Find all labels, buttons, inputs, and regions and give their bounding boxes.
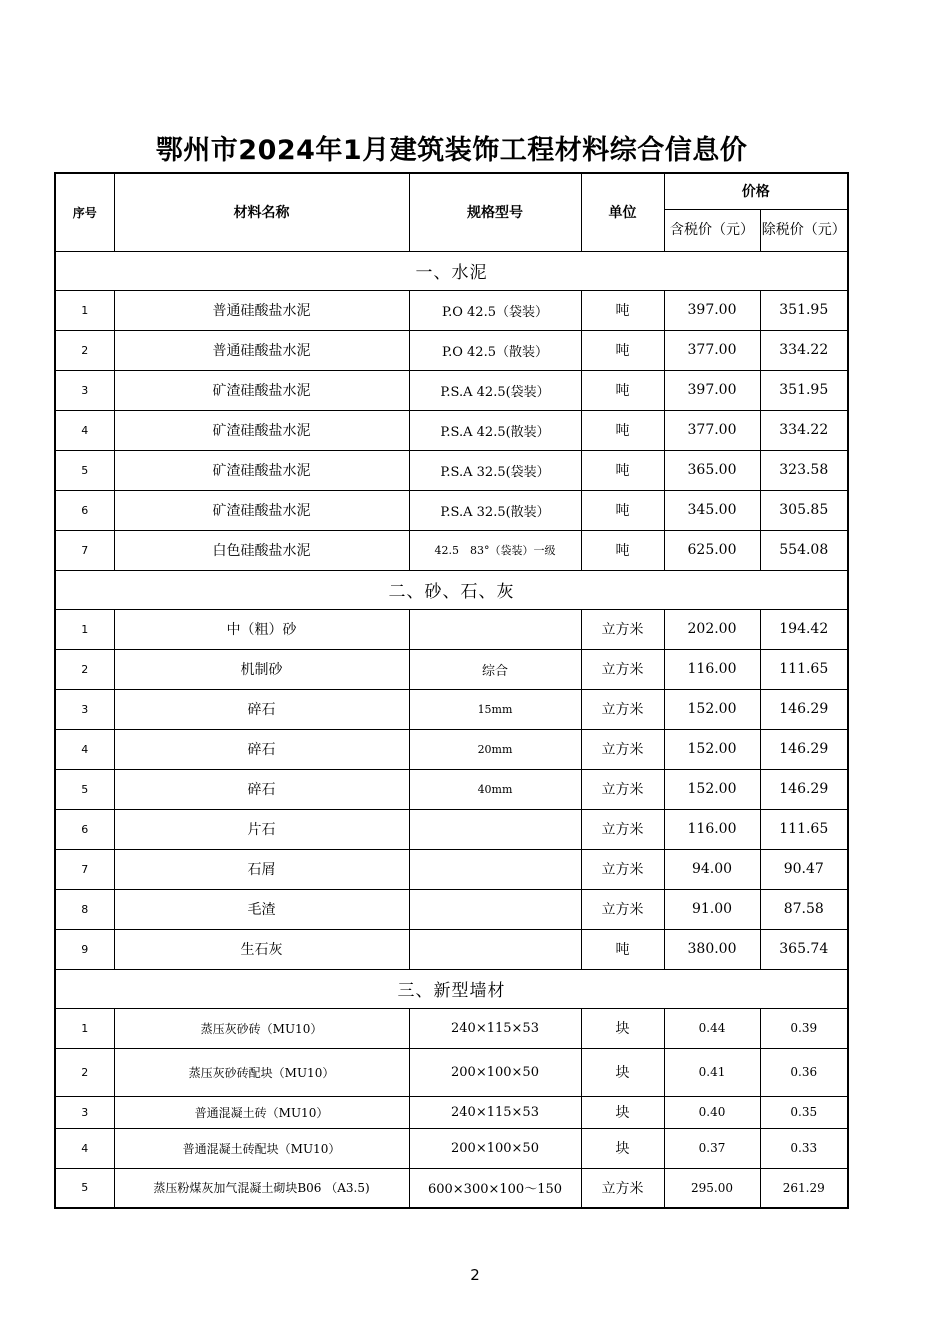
table-row [55,929,848,969]
header-with-tax: 含税价（元） [664,209,760,251]
price-without-tax: 87.58 [760,889,848,929]
spec: 200×100×50 [409,1048,581,1096]
table-row [55,530,848,570]
row-number: 3 [55,1096,114,1128]
price-without-tax: 305.85 [760,490,848,530]
table-row [55,769,848,809]
row-number: 4 [55,1128,114,1168]
price-without-tax: 111.65 [760,649,848,689]
spec: 42.5 83°（袋装）一级 [409,530,581,570]
unit: 吨 [581,330,664,370]
table-row [55,490,848,530]
unit: 吨 [581,410,664,450]
header-no: 序号 [55,173,114,251]
spec: P.S.A 42.5(袋装） [409,370,581,410]
price-with-tax: 380.00 [664,929,760,969]
table-row [55,689,848,729]
unit: 立方米 [581,649,664,689]
spec [409,849,581,889]
price-without-tax: 323.58 [760,450,848,490]
table-row [55,609,848,649]
price-with-tax: 152.00 [664,689,760,729]
price-with-tax: 94.00 [664,849,760,889]
row-number: 4 [55,410,114,450]
material-name: 普通硅酸盐水泥 [114,330,409,370]
price-with-tax: 0.41 [664,1048,760,1096]
spec: P.O 42.5（散装） [409,330,581,370]
price-without-tax: 0.36 [760,1048,848,1096]
unit: 吨 [581,490,664,530]
table-row [55,370,848,410]
table-row [55,410,848,450]
material-name: 生石灰 [114,929,409,969]
row-number: 2 [55,1048,114,1096]
unit: 吨 [581,290,664,330]
spec: 15mm [409,689,581,729]
spec: 600×300×100～150 [409,1168,581,1208]
price-with-tax: 397.00 [664,370,760,410]
price-with-tax: 116.00 [664,649,760,689]
section-header-row [55,969,848,1008]
spec [409,929,581,969]
spec: P.S.A 42.5(散装） [409,410,581,450]
material-name: 片石 [114,809,409,849]
section-title: 二、砂、石、灰 [55,570,848,609]
material-name: 碎石 [114,729,409,769]
page-number: 2 [470,1266,480,1284]
spec [409,809,581,849]
row-number: 6 [55,809,114,849]
unit: 吨 [581,370,664,410]
price-without-tax: 111.65 [760,809,848,849]
row-number: 1 [55,609,114,649]
price-with-tax: 116.00 [664,809,760,849]
material-name: 碎石 [114,769,409,809]
spec: 综合 [409,649,581,689]
table-row [55,849,848,889]
price-without-tax: 146.29 [760,689,848,729]
material-name: 机制砂 [114,649,409,689]
spec: P.S.A 32.5(散装） [409,490,581,530]
price-with-tax: 377.00 [664,330,760,370]
material-name: 矿渣硅酸盐水泥 [114,490,409,530]
header-without-tax: 除税价（元） [760,209,848,251]
material-name: 普通混凝土砖（MU10） [114,1096,409,1128]
material-name: 毛渣 [114,889,409,929]
material-name: 中（粗）砂 [114,609,409,649]
price-with-tax: 295.00 [664,1168,760,1208]
material-name: 矿渣硅酸盐水泥 [114,370,409,410]
material-name: 碎石 [114,689,409,729]
section-title: 三、新型墙材 [55,969,848,1008]
price-without-tax: 554.08 [760,530,848,570]
price-with-tax: 152.00 [664,769,760,809]
unit: 立方米 [581,769,664,809]
table-row [55,729,848,769]
row-number: 6 [55,490,114,530]
unit: 块 [581,1048,664,1096]
unit: 立方米 [581,609,664,649]
row-number: 7 [55,849,114,889]
table-row [55,1008,848,1048]
unit: 立方米 [581,1168,664,1208]
price-without-tax: 0.39 [760,1008,848,1048]
header-spec: 规格型号 [409,173,581,251]
row-number: 8 [55,889,114,929]
price-with-tax: 0.44 [664,1008,760,1048]
header-name: 材料名称 [114,173,409,251]
material-name: 矿渣硅酸盐水泥 [114,410,409,450]
spec: P.S.A 32.5(袋装） [409,450,581,490]
price-with-tax: 397.00 [664,290,760,330]
header-unit: 单位 [581,173,664,251]
material-name: 矿渣硅酸盐水泥 [114,450,409,490]
spec: P.O 42.5（袋装） [409,290,581,330]
spec: 240×115×53 [409,1096,581,1128]
unit: 吨 [581,929,664,969]
table-row [55,1048,848,1096]
price-with-tax: 625.00 [664,530,760,570]
unit: 立方米 [581,729,664,769]
section-title: 一、水泥 [55,251,848,290]
table-row [55,649,848,689]
unit: 块 [581,1096,664,1128]
table-row [55,330,848,370]
row-number: 1 [55,290,114,330]
row-number: 5 [55,769,114,809]
document-title: 鄂州市2024年1月建筑装饰工程材料综合信息价 [155,135,748,166]
price-without-tax: 0.35 [760,1096,848,1128]
row-number: 4 [55,729,114,769]
row-number: 5 [55,450,114,490]
material-name: 蒸压粉煤灰加气混凝土砌块B06 （A3.5) [114,1168,409,1208]
price-with-tax: 0.37 [664,1128,760,1168]
unit: 块 [581,1008,664,1048]
table-row [55,889,848,929]
spec: 240×115×53 [409,1008,581,1048]
price-without-tax: 351.95 [760,370,848,410]
spec: 40mm [409,769,581,809]
price-table [54,172,849,1209]
table-row [55,1168,848,1208]
row-number: 2 [55,649,114,689]
price-without-tax: 0.33 [760,1128,848,1168]
price-with-tax: 152.00 [664,729,760,769]
material-name: 蒸压灰砂砖（MU10） [114,1008,409,1048]
material-name: 蒸压灰砂砖配块（MU10） [114,1048,409,1096]
row-number: 3 [55,370,114,410]
price-without-tax: 334.22 [760,330,848,370]
unit: 吨 [581,450,664,490]
unit: 立方米 [581,689,664,729]
row-number: 2 [55,330,114,370]
section-header-row [55,251,848,290]
spec [409,889,581,929]
price-with-tax: 91.00 [664,889,760,929]
section-header-row [55,570,848,609]
table-row [55,809,848,849]
table-row [55,1096,848,1128]
spec [409,609,581,649]
row-number: 9 [55,929,114,969]
table-row [55,1128,848,1168]
price-without-tax: 90.47 [760,849,848,889]
price-without-tax: 194.42 [760,609,848,649]
price-without-tax: 365.74 [760,929,848,969]
material-name: 石屑 [114,849,409,889]
price-with-tax: 0.40 [664,1096,760,1128]
header-price: 价格 [664,173,848,209]
table-row [55,290,848,330]
unit: 立方米 [581,809,664,849]
row-number: 5 [55,1168,114,1208]
row-number: 1 [55,1008,114,1048]
material-name: 普通混凝土砖配块（MU10） [114,1128,409,1168]
price-with-tax: 365.00 [664,450,760,490]
price-without-tax: 351.95 [760,290,848,330]
price-without-tax: 146.29 [760,729,848,769]
spec: 20mm [409,729,581,769]
price-with-tax: 202.00 [664,609,760,649]
price-with-tax: 377.00 [664,410,760,450]
unit: 吨 [581,530,664,570]
unit: 块 [581,1128,664,1168]
row-number: 3 [55,689,114,729]
unit: 立方米 [581,889,664,929]
material-name: 普通硅酸盐水泥 [114,290,409,330]
spec: 200×100×50 [409,1128,581,1168]
table-body [55,251,848,1208]
price-without-tax: 261.29 [760,1168,848,1208]
price-without-tax: 334.22 [760,410,848,450]
price-with-tax: 345.00 [664,490,760,530]
material-name: 白色硅酸盐水泥 [114,530,409,570]
unit: 立方米 [581,849,664,889]
table-row [55,450,848,490]
row-number: 7 [55,530,114,570]
price-without-tax: 146.29 [760,769,848,809]
